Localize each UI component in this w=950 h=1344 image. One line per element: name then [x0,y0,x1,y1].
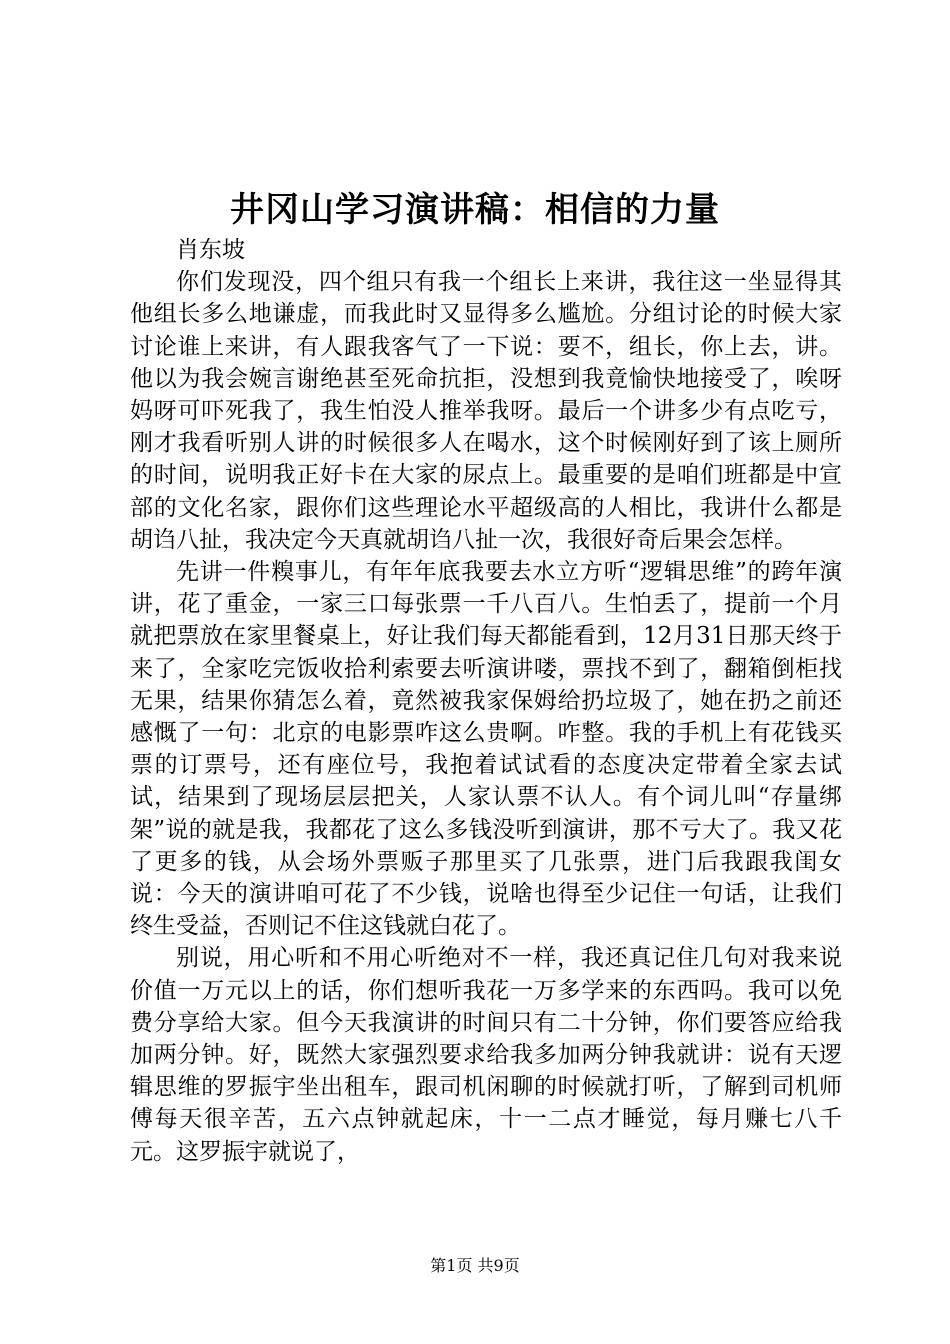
document-title: 井冈山学习演讲稿：相信的力量 [230,190,720,230]
body-paragraph: 你们发现没，四个组只有我一个组长上来讲，我往这一坐显得其他组长多么地谦虚，而我此时又显得多么尴尬。分组讨论的时候大家讨论谁上来讲，有人跟我客气了一下说：要不，组长，你上去，讲。他以为我会婉言谢绝甚至死命抗拒，没想到我竟愉快地接受了，唉呀妈呀可吓死我了，我生怕没人推举我呀。最后一个讲多少有点吃亏，刚才我看听别人讲的时候很多人在喝水，这个时候刚好到了该上厕所的时间，说明我正好卡在大家的尿点上。最重要的是咱们班都是中宣部的文化名家，跟你们这些理论水平超级高的人相比，我讲什么都是胡诌八扯，我决定今天真就胡诌八扯一次，我很好奇后果会怎样。 [130,269,842,553]
document-body [130,234,842,1168]
body-paragraph: 先讲一件糗事儿，有年年底我要去水立方听“逻辑思维”的跨年演讲，花了重金，一家三口每张票一千八百八。生怕丢了，提前一个月就把票放在家里餐桌上，好让我们每天都能看到，12月31日那天终于来了，全家吃完饭收拾利索要去听演讲喽，票找不到了，翻箱倒柜找无果，结果你猜怎么着，竟然被我家保姆给扔垃圾了，她在扔之前还感慨了一句：北京的电影票咋这么贵啊。咋整。我的手机上有花钱买票的订票号，还有座位号，我抱着试试看的态度决定带着全家去试试，结果到了现场层层把关，人家认票不认人。有个词儿叫“存量绑架”说的就是我，我都花了这么多钱没听到演讲，那不亏大了。我又花了更多的钱，从会场外票贩子那里买了几张票，进门后我跟我闺女说：今天的演讲咱可花了不少钱，说啥也得至少记住一句话，让我们终生受益，否则记不住这钱就白花了。 [130,559,842,940]
page-number-footer: 第1页 共9页 [430,1256,520,1275]
body-paragraph: 别说，用心听和不用心听绝对不一样，我还真记住几句对我来说价值一万元以上的话，你们想听我花一万多学来的东西吗。我可以免费分享给大家。但今天我演讲的时间只有二十分钟，你们要答应给我加两分钟。好，既然大家强烈要求给我多加两分钟我就讲：说有天逻辑思维的罗振宇坐出租车，跟司机闲聊的时候就打听，了解到司机师傅每天很辛苦，五六点钟就起床，十一二点才睡觉，每月赚七八千元。这罗振宇就说了， [130,945,842,1165]
author-line: 肖东坡 [176,237,245,263]
